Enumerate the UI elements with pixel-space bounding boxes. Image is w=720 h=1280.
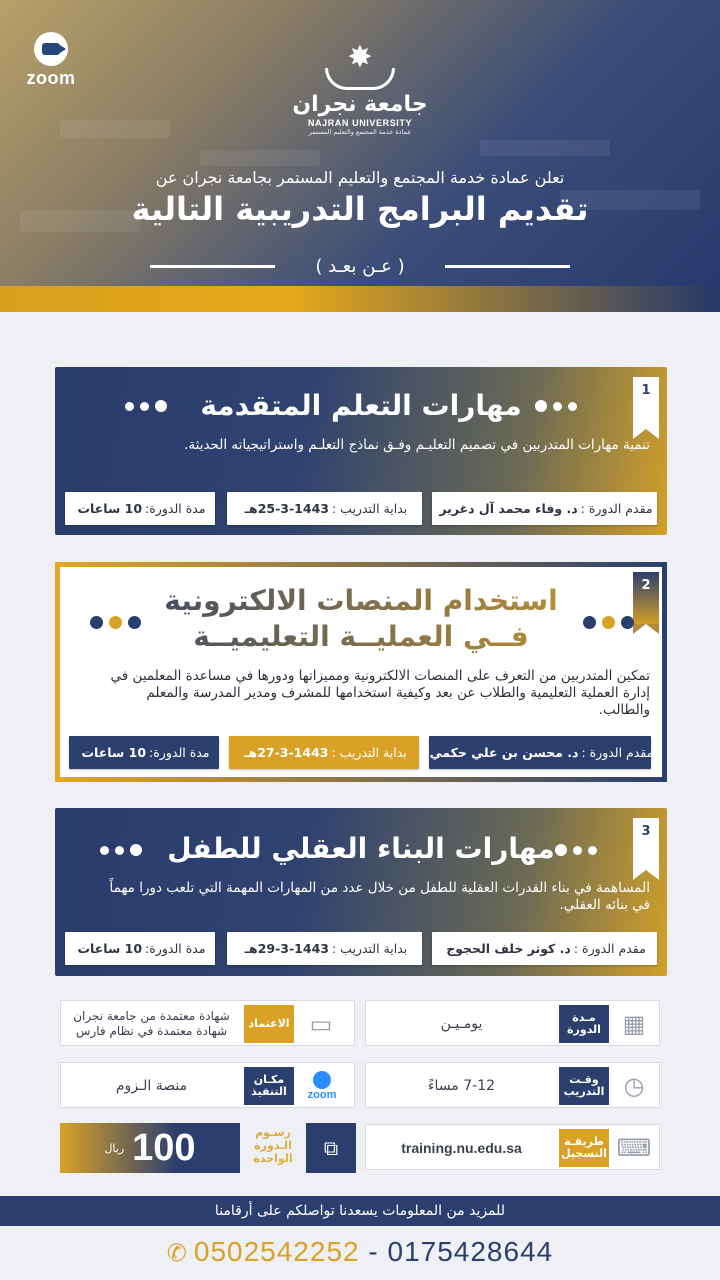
university-deanship: عمادة خدمة المجتمع والتعليم المستمر: [308, 128, 412, 136]
phone-number-2[interactable]: 0175428644: [387, 1236, 554, 1267]
start-value: 27-3-1443هـ: [244, 745, 329, 760]
course-number-badge: 1: [633, 377, 659, 429]
duration-label: مدة الدورة:: [145, 941, 206, 956]
star-emblem-icon: ✸: [347, 40, 373, 75]
decor-dots: [555, 844, 597, 856]
presenter-label: مقدم الدورة :: [573, 941, 646, 956]
calendar-icon: ▦: [622, 1010, 646, 1038]
decor-dots: [583, 616, 634, 629]
background-desk: [60, 120, 170, 138]
contact-banner: للمزيد من المعلومات يسعدنا تواصلكم على أرقامنا: [0, 1196, 720, 1226]
info-tag: طريقـة التسجيل: [559, 1129, 609, 1167]
info-tag: مـدة الدورة: [559, 1005, 609, 1043]
start-label: بداية التدريب :: [331, 941, 408, 956]
start-label: بداية التدريب :: [331, 745, 407, 760]
divider-line: [445, 265, 570, 268]
course-title: مهارات البناء العقلي للطفل: [167, 832, 555, 865]
zoom-icon: [294, 1069, 350, 1103]
course-card-2: [55, 562, 667, 782]
phone-separator: -: [359, 1236, 388, 1267]
info-tag: الاعتماد: [244, 1005, 294, 1043]
start-value: 29-3-1443هـ: [244, 941, 329, 956]
course-title-line1: استخدام المنصات الالكترونية: [55, 584, 667, 617]
course-description: المساهمة في بناء القدرات العقلية للطفل من خلال عدد من المهارات المهمة التي تلعب دورا مهماً في بنائه العقلي.: [109, 880, 650, 913]
certificate-icon: ▭: [309, 1010, 333, 1038]
info-registration: [365, 1124, 660, 1170]
hero-bottom-stripe: [0, 286, 720, 312]
presenter-value: د. كوثر خلف الحجوج: [446, 941, 571, 956]
money-icon: ⧉: [306, 1123, 356, 1173]
presenter-label: مقدم الدورة :: [580, 501, 653, 516]
course-description: تمكين المتدربين من التعرف على المنصات الالكترونية ومميزاتها ودورها في مساعدة المعلمين في إدارة العملية التعليمية والطلاب عن بعد وكيفية استخدامها للمشرف ومدير المدرسة والمعلم والطالب.: [110, 668, 650, 718]
phone-number-1[interactable]: 0502542252: [193, 1236, 360, 1267]
phone-numbers: [0, 1236, 720, 1268]
course-start-pill: [227, 932, 422, 965]
info-value: 7-12 مساءً: [427, 1077, 496, 1094]
registration-link[interactable]: training.nu.edu.sa: [401, 1139, 522, 1156]
page-headline: تقديم البرامج التدريبية التالية: [131, 190, 589, 228]
phone-icon: ✆: [166, 1240, 188, 1267]
info-value: [64, 1001, 239, 1047]
fee-label: رسـوم الـدورة الواحدة: [244, 1124, 302, 1172]
info-venue: [60, 1062, 355, 1108]
university-logo: [290, 42, 430, 136]
start-value: 25-3-1443هـ: [244, 501, 329, 516]
presenter-value: د. وفاء محمد آل دغرير: [439, 501, 578, 516]
fee-currency: ريال: [104, 1141, 125, 1155]
zoom-icon-label: zoom: [307, 1089, 337, 1101]
divider-line: [150, 265, 275, 268]
course-description: تنمية مهارات المتدربين في تصميم التعليـم وفـق نماذج التعلـم واستراتيجياته الحديثة.: [184, 437, 650, 453]
zoom-logo: [18, 32, 84, 89]
info-time: [365, 1062, 660, 1108]
course-duration-pill: [65, 932, 215, 965]
info-value: منصة الـزوم: [115, 1077, 188, 1094]
course-presenter-pill: [432, 932, 657, 965]
course-duration-pill: [69, 736, 219, 769]
course-title: مهارات التعلم المتقدمة: [200, 389, 522, 422]
course-start-pill: [227, 492, 422, 525]
remote-divider: [150, 252, 570, 280]
course-presenter-pill: [429, 736, 654, 769]
course-number-badge: 3: [633, 818, 659, 870]
info-tag: وقـت التدريب: [559, 1067, 609, 1105]
info-tag: مكـان التنفيذ: [244, 1067, 294, 1105]
announcement-text: تعلن عمادة خدمة المجتمع والتعليم المستمر بجامعة نجران عن: [155, 168, 565, 187]
clock-icon: ◷: [623, 1072, 645, 1100]
duration-value: 10 ساعات: [81, 745, 147, 760]
fee-amount: 100: [132, 1126, 196, 1169]
course-duration-pill: [65, 492, 215, 525]
duration-value: 10 ساعات: [77, 501, 143, 516]
duration-label: مدة الدورة:: [145, 501, 206, 516]
zoom-wordmark: zoom: [26, 68, 76, 88]
duration-value: 10 ساعات: [77, 941, 143, 956]
presenter-value: د. محسن بن علي حكمي: [429, 745, 579, 760]
presenter-label: مقدم الدورة :: [581, 745, 654, 760]
info-value: يومـيـن: [440, 1015, 483, 1032]
start-label: بداية التدريب :: [331, 501, 408, 516]
remote-mode-label: ( عـن بعـد ): [315, 255, 405, 277]
accreditation-line-2: شهادة معتمدة في نظام فارس: [75, 1024, 228, 1038]
info-accreditation: [60, 1000, 355, 1046]
online-form-icon: ⌨: [616, 1134, 652, 1162]
zoom-camera-icon: [34, 32, 68, 66]
duration-label: مدة الدورة:: [149, 745, 210, 760]
university-name-ar: جامعة نجران: [292, 92, 428, 117]
course-title-line2: فــي العمليــة التعليميــة: [55, 620, 667, 653]
background-desk: [480, 140, 610, 156]
course-card-1: [55, 367, 667, 535]
background-desk: [200, 150, 320, 166]
decor-dots: [535, 400, 577, 412]
info-duration: [365, 1000, 660, 1046]
fee-price-box: [60, 1123, 240, 1173]
accreditation-line-1: شهادة معتمدة من جامعة نجران: [73, 1009, 230, 1023]
course-start-pill: [229, 736, 419, 769]
course-presenter-pill: [432, 492, 657, 525]
course-card-3: [55, 808, 667, 976]
university-name-en: NAJRAN UNIVERSITY: [307, 118, 413, 128]
